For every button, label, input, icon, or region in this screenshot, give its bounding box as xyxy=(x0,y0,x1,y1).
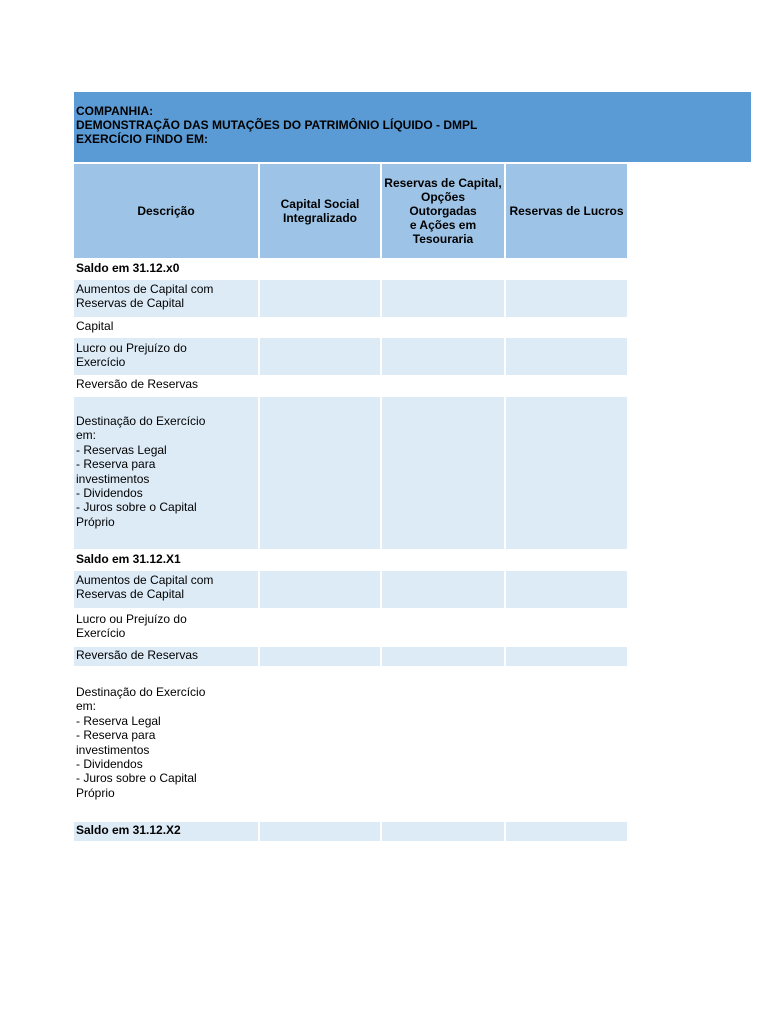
table-cell xyxy=(260,822,380,841)
table-cell xyxy=(74,550,258,569)
table-cell xyxy=(382,280,504,317)
table-cell xyxy=(506,667,627,821)
row-label: Capital xyxy=(76,319,114,333)
company-label: COMPANHIA: xyxy=(76,104,154,118)
table-cell xyxy=(382,338,504,375)
row-label: Reversão de Reservas xyxy=(76,377,199,391)
table-cell xyxy=(382,259,504,278)
table-cell xyxy=(506,259,627,278)
table-cell xyxy=(260,397,380,549)
report-title: DEMONSTRAÇÃO DAS MUTAÇÕES DO PATRIMÔNIO LÍQUIDO - DMPL xyxy=(76,118,478,132)
row-label: Saldo em 31.12.X1 xyxy=(76,552,181,566)
table-cell xyxy=(382,375,504,395)
table-cell xyxy=(506,571,627,608)
fiscal-year-label: EXERCÍCIO FINDO EM: xyxy=(76,132,209,146)
table-row xyxy=(74,375,627,395)
column-header-label: Capital Social Integralizado xyxy=(280,197,360,225)
table-cell xyxy=(260,667,380,821)
table-row xyxy=(74,317,627,336)
report-header xyxy=(74,92,751,162)
column-header-label: Reservas de Capital, Opções Outorgadas e Ações em Tesouraria xyxy=(384,176,502,246)
table-cell xyxy=(382,317,504,336)
row-label: Lucro ou Prejuízo do Exercício xyxy=(76,612,187,641)
table-cell xyxy=(260,647,380,666)
row-label: Aumentos de Capital com Reservas de Capital xyxy=(76,573,214,602)
table-cell xyxy=(506,822,627,841)
row-label: Destinação do Exercício em: - Reservas Legal - Reserva para investimentos - Dividendos - Juros sobre o Capital Próprio xyxy=(76,414,206,529)
table-cell xyxy=(506,338,627,375)
table-cell xyxy=(74,667,258,821)
table-cell xyxy=(506,280,627,317)
table-cell xyxy=(74,609,258,646)
table-cell xyxy=(260,550,380,569)
table-cell xyxy=(382,647,504,666)
table-cell xyxy=(382,609,504,646)
row-label: Aumentos de Capital com Reservas de Capital xyxy=(76,282,214,311)
table-cell xyxy=(382,397,504,549)
table-cell xyxy=(506,375,627,395)
table-cell xyxy=(74,280,258,317)
table-cell xyxy=(382,822,504,841)
table-cell xyxy=(506,317,627,336)
table-cell xyxy=(74,317,258,336)
column-header-label: Reservas de Lucros xyxy=(509,204,624,218)
table-row xyxy=(74,822,627,841)
table-cell xyxy=(260,280,380,317)
column-header-label: Descrição xyxy=(137,204,195,218)
table-cell xyxy=(506,550,627,569)
table-cell xyxy=(382,667,504,821)
table-cell xyxy=(260,571,380,608)
table-cell xyxy=(74,375,258,395)
row-label: Lucro ou Prejuízo do Exercício xyxy=(76,341,187,370)
column-header-reservas-lucros xyxy=(506,164,627,258)
table-row xyxy=(74,397,627,549)
table-row xyxy=(74,259,627,278)
table-cell xyxy=(260,259,380,278)
row-label: Saldo em 31.12.X2 xyxy=(76,823,181,837)
table-cell xyxy=(260,609,380,646)
table-row xyxy=(74,550,627,569)
table-cell xyxy=(74,338,258,375)
table-cell xyxy=(74,647,258,666)
row-label: Destinação do Exercício em: - Reserva Legal - Reserva para investimentos - Dividendos - Juros sobre o Capital Próprio xyxy=(76,685,206,800)
column-header-capital-social xyxy=(260,164,380,258)
row-label: Saldo em 31.12.x0 xyxy=(76,261,180,275)
column-header-descricao xyxy=(74,164,258,258)
table-cell xyxy=(74,259,258,278)
table-cell xyxy=(260,317,380,336)
table-cell xyxy=(506,397,627,549)
row-label: Reversão de Reservas xyxy=(76,648,199,662)
table-row xyxy=(74,571,627,608)
table-row xyxy=(74,609,627,646)
table-cell xyxy=(74,571,258,608)
table-row xyxy=(74,280,627,317)
table-cell xyxy=(74,822,258,841)
column-header-reservas-capital xyxy=(382,164,504,258)
table-cell xyxy=(260,375,380,395)
table-cell xyxy=(382,571,504,608)
table-cell xyxy=(74,397,258,549)
table-cell xyxy=(506,609,627,646)
table-row xyxy=(74,647,627,666)
table-cell xyxy=(506,647,627,666)
table-cell xyxy=(382,550,504,569)
table-row xyxy=(74,667,627,821)
table-row xyxy=(74,338,627,375)
table-cell xyxy=(260,338,380,375)
